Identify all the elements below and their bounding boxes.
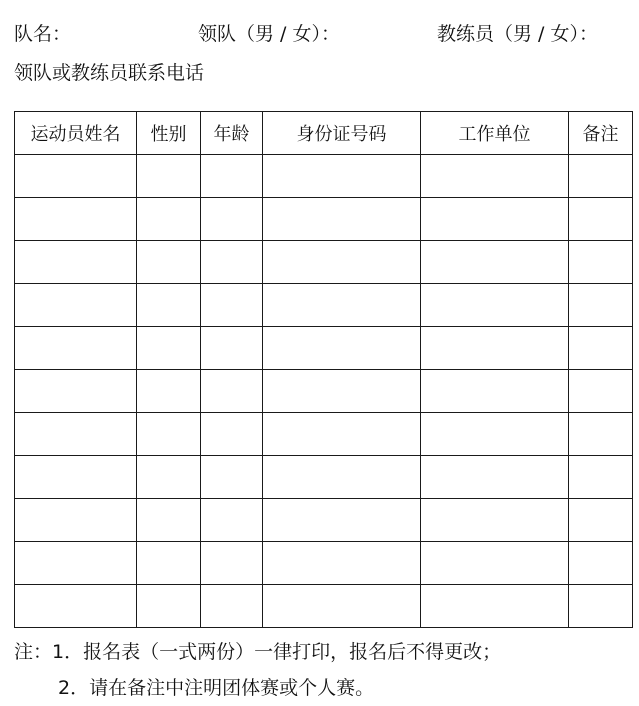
table-cell[interactable] bbox=[137, 542, 201, 585]
table-cell[interactable] bbox=[263, 370, 421, 413]
table-cell[interactable] bbox=[201, 542, 263, 585]
table-cell[interactable] bbox=[15, 241, 137, 284]
table-cell[interactable] bbox=[263, 499, 421, 542]
table-cell[interactable] bbox=[421, 198, 569, 241]
column-header-age: 年龄 bbox=[201, 112, 263, 155]
table-cell[interactable] bbox=[15, 585, 137, 628]
table-cell[interactable] bbox=[569, 327, 633, 370]
table-row bbox=[15, 198, 633, 241]
table-cell[interactable] bbox=[137, 155, 201, 198]
table-cell[interactable] bbox=[137, 413, 201, 456]
table-row bbox=[15, 370, 633, 413]
team-name-label: 队名： bbox=[14, 23, 72, 45]
table-row bbox=[15, 155, 633, 198]
table-cell[interactable] bbox=[137, 499, 201, 542]
table-cell[interactable] bbox=[15, 327, 137, 370]
table-cell[interactable] bbox=[569, 284, 633, 327]
table-cell[interactable] bbox=[201, 241, 263, 284]
table-cell[interactable] bbox=[263, 198, 421, 241]
table-cell[interactable] bbox=[137, 327, 201, 370]
table-cell[interactable] bbox=[137, 456, 201, 499]
table-cell[interactable] bbox=[201, 155, 263, 198]
table-cell[interactable] bbox=[263, 284, 421, 327]
table-row bbox=[15, 585, 633, 628]
table-cell[interactable] bbox=[569, 542, 633, 585]
table-cell[interactable] bbox=[569, 370, 633, 413]
table-cell[interactable] bbox=[201, 370, 263, 413]
table-cell[interactable] bbox=[421, 585, 569, 628]
coach-label: 教练员（男 / 女）： bbox=[437, 23, 598, 45]
table-cell[interactable] bbox=[421, 155, 569, 198]
table-cell[interactable] bbox=[569, 241, 633, 284]
column-header-athlete-name: 运动员姓名 bbox=[15, 112, 137, 155]
table-row bbox=[15, 456, 633, 499]
table-cell[interactable] bbox=[421, 542, 569, 585]
table-cell[interactable] bbox=[263, 456, 421, 499]
table-cell[interactable] bbox=[137, 585, 201, 628]
table-cell[interactable] bbox=[421, 413, 569, 456]
table-row bbox=[15, 327, 633, 370]
table-cell[interactable] bbox=[263, 413, 421, 456]
table-cell[interactable] bbox=[15, 198, 137, 241]
column-header-id-number: 身份证号码 bbox=[263, 112, 421, 155]
table-row bbox=[15, 241, 633, 284]
table-cell[interactable] bbox=[15, 155, 137, 198]
table-cell[interactable] bbox=[15, 456, 137, 499]
table-cell[interactable] bbox=[137, 241, 201, 284]
table-cell[interactable] bbox=[15, 370, 137, 413]
table-cell[interactable] bbox=[201, 198, 263, 241]
table-cell[interactable] bbox=[15, 413, 137, 456]
table-cell[interactable] bbox=[263, 327, 421, 370]
table-cell[interactable] bbox=[421, 499, 569, 542]
table-row bbox=[15, 413, 633, 456]
table-cell[interactable] bbox=[569, 499, 633, 542]
table-row bbox=[15, 542, 633, 585]
table-cell[interactable] bbox=[15, 284, 137, 327]
table-cell[interactable] bbox=[263, 241, 421, 284]
table-cell[interactable] bbox=[263, 585, 421, 628]
table-cell[interactable] bbox=[15, 542, 137, 585]
table-cell[interactable] bbox=[137, 370, 201, 413]
registration-table bbox=[14, 111, 633, 628]
note-line-2: 2．请在备注中注明团体赛或个人赛。 bbox=[58, 677, 375, 699]
table-cell[interactable] bbox=[421, 241, 569, 284]
table-cell[interactable] bbox=[263, 542, 421, 585]
table-cell[interactable] bbox=[569, 198, 633, 241]
table-cell[interactable] bbox=[421, 327, 569, 370]
table-cell[interactable] bbox=[201, 585, 263, 628]
column-header-workplace: 工作单位 bbox=[421, 112, 569, 155]
table-cell[interactable] bbox=[421, 456, 569, 499]
table-cell[interactable] bbox=[15, 499, 137, 542]
column-header-gender: 性别 bbox=[137, 112, 201, 155]
table-cell[interactable] bbox=[569, 155, 633, 198]
contact-phone-label: 领队或教练员联系电话 bbox=[14, 62, 205, 84]
leader-label: 领队（男 / 女）： bbox=[198, 23, 340, 45]
table-cell[interactable] bbox=[569, 413, 633, 456]
table-cell[interactable] bbox=[569, 456, 633, 499]
table-row bbox=[15, 499, 633, 542]
table-body bbox=[15, 155, 633, 628]
table-cell[interactable] bbox=[201, 499, 263, 542]
table-cell[interactable] bbox=[201, 284, 263, 327]
table-header-row bbox=[15, 112, 633, 155]
table-cell[interactable] bbox=[137, 198, 201, 241]
table-cell[interactable] bbox=[569, 585, 633, 628]
table-cell[interactable] bbox=[421, 370, 569, 413]
table-cell[interactable] bbox=[137, 284, 201, 327]
table-cell[interactable] bbox=[201, 456, 263, 499]
table-cell[interactable] bbox=[201, 413, 263, 456]
note-line-1: 注：1．报名表（一式两份）一律打印，报名后不得更改； bbox=[14, 641, 502, 663]
table-cell[interactable] bbox=[421, 284, 569, 327]
table-cell[interactable] bbox=[263, 155, 421, 198]
table-row bbox=[15, 284, 633, 327]
column-header-remarks: 备注 bbox=[569, 112, 633, 155]
table-cell[interactable] bbox=[201, 327, 263, 370]
